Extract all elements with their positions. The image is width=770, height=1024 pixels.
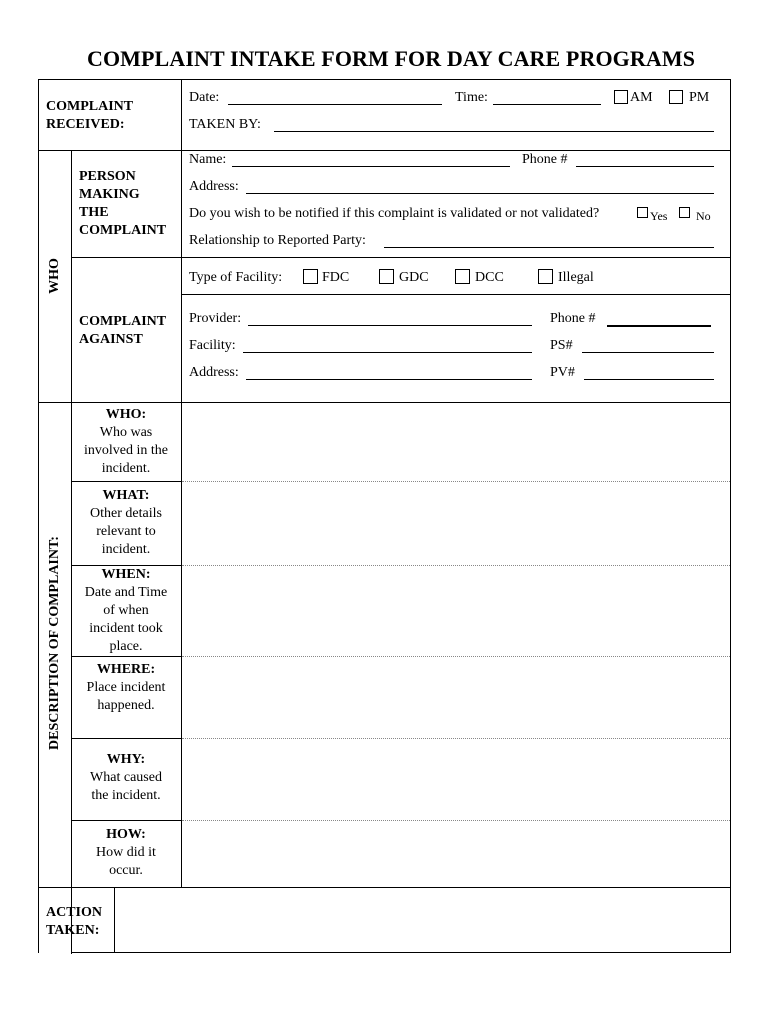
no-checkbox[interactable] (679, 207, 690, 218)
provider-phone-label: Phone # (550, 311, 596, 326)
divider (181, 150, 182, 402)
how-answer-area[interactable] (182, 821, 730, 887)
pv-label: PV# (550, 365, 575, 380)
ps-label: PS# (550, 338, 573, 353)
action-taken-label: ACTION TAKEN: (46, 905, 103, 938)
provider-label: Provider: (189, 311, 242, 326)
time-field[interactable] (493, 104, 601, 105)
address-field[interactable] (246, 193, 714, 194)
divider (181, 80, 182, 150)
fdc-label: FDC (322, 270, 350, 285)
name-field[interactable] (232, 166, 510, 167)
form-title: COMPLAINT INTAKE FORM FOR DAY CARE PROGRAMS (86, 46, 696, 71)
fdc-checkbox[interactable] (303, 269, 318, 284)
phone-label: Phone # (522, 152, 568, 167)
phone-field[interactable] (576, 166, 714, 167)
divider (71, 481, 181, 482)
complaint-received-label: COMPLAINT RECEIVED: (46, 99, 134, 132)
yes-label: Yes (650, 209, 668, 223)
am-label: AM (630, 90, 653, 105)
no-label: No (696, 209, 711, 223)
illegal-label: Illegal (558, 270, 594, 285)
divider (39, 150, 730, 151)
person-making-complaint-label: PERSON MAKING THE COMPLAINT (79, 169, 167, 238)
taken-by-label: TAKEN BY: (189, 117, 261, 132)
divider (71, 257, 730, 258)
divider (71, 820, 181, 821)
against-address-label: Address: (189, 365, 239, 380)
question-when: WHEN: Date and Time of when incident took place. (84, 567, 168, 654)
why-answer-area[interactable] (182, 739, 730, 820)
facility-type-label: Type of Facility: (189, 270, 283, 285)
provider-phone-field[interactable] (607, 325, 711, 327)
relationship-field[interactable] (384, 247, 714, 248)
time-label: Time: (455, 90, 488, 105)
pm-label: PM (689, 90, 710, 105)
question-where: WHERE: Place incident happened. (86, 662, 166, 713)
question-who: WHO: Who was involved in the incident. (84, 407, 168, 476)
facility-field[interactable] (243, 352, 532, 353)
dcc-label: DCC (475, 270, 504, 285)
pv-field[interactable] (584, 379, 714, 380)
when-answer-area[interactable] (182, 566, 730, 656)
action-taken-area[interactable] (115, 888, 730, 952)
question-what: WHAT: Other details relevant to incident. (90, 488, 162, 557)
divider (71, 738, 181, 739)
am-checkbox[interactable] (614, 90, 628, 104)
yes-checkbox[interactable] (637, 207, 648, 218)
complaint-form (38, 79, 731, 953)
against-address-field[interactable] (246, 379, 532, 380)
illegal-checkbox[interactable] (538, 269, 553, 284)
notify-question: Do you wish to be notified if this complaint is validated or not validated? (189, 206, 600, 221)
provider-field[interactable] (248, 325, 532, 326)
question-why: WHY: What caused the incident. (90, 752, 162, 803)
gdc-label: GDC (399, 270, 429, 285)
taken-by-field[interactable] (274, 131, 714, 132)
pm-checkbox[interactable] (669, 90, 683, 104)
description-section-label: DESCRIPTION OF COMPLAINT: (47, 536, 62, 750)
facility-label: Facility: (189, 338, 236, 353)
who-section-label: WHO (47, 258, 62, 294)
name-label: Name: (189, 152, 227, 167)
where-answer-area[interactable] (182, 657, 730, 738)
address-label: Address: (189, 179, 239, 194)
date-field[interactable] (228, 104, 442, 105)
what-answer-area[interactable] (182, 482, 730, 565)
dcc-checkbox[interactable] (455, 269, 470, 284)
relationship-label: Relationship to Reported Party: (189, 233, 366, 248)
gdc-checkbox[interactable] (379, 269, 394, 284)
who-answer-area[interactable] (182, 403, 730, 481)
divider (181, 294, 730, 295)
complaint-against-label: COMPLAINT AGAINST (79, 314, 167, 347)
divider (71, 656, 181, 657)
ps-field[interactable] (582, 352, 714, 353)
date-label: Date: (189, 90, 220, 105)
question-how: HOW: How did it occur. (96, 827, 156, 878)
